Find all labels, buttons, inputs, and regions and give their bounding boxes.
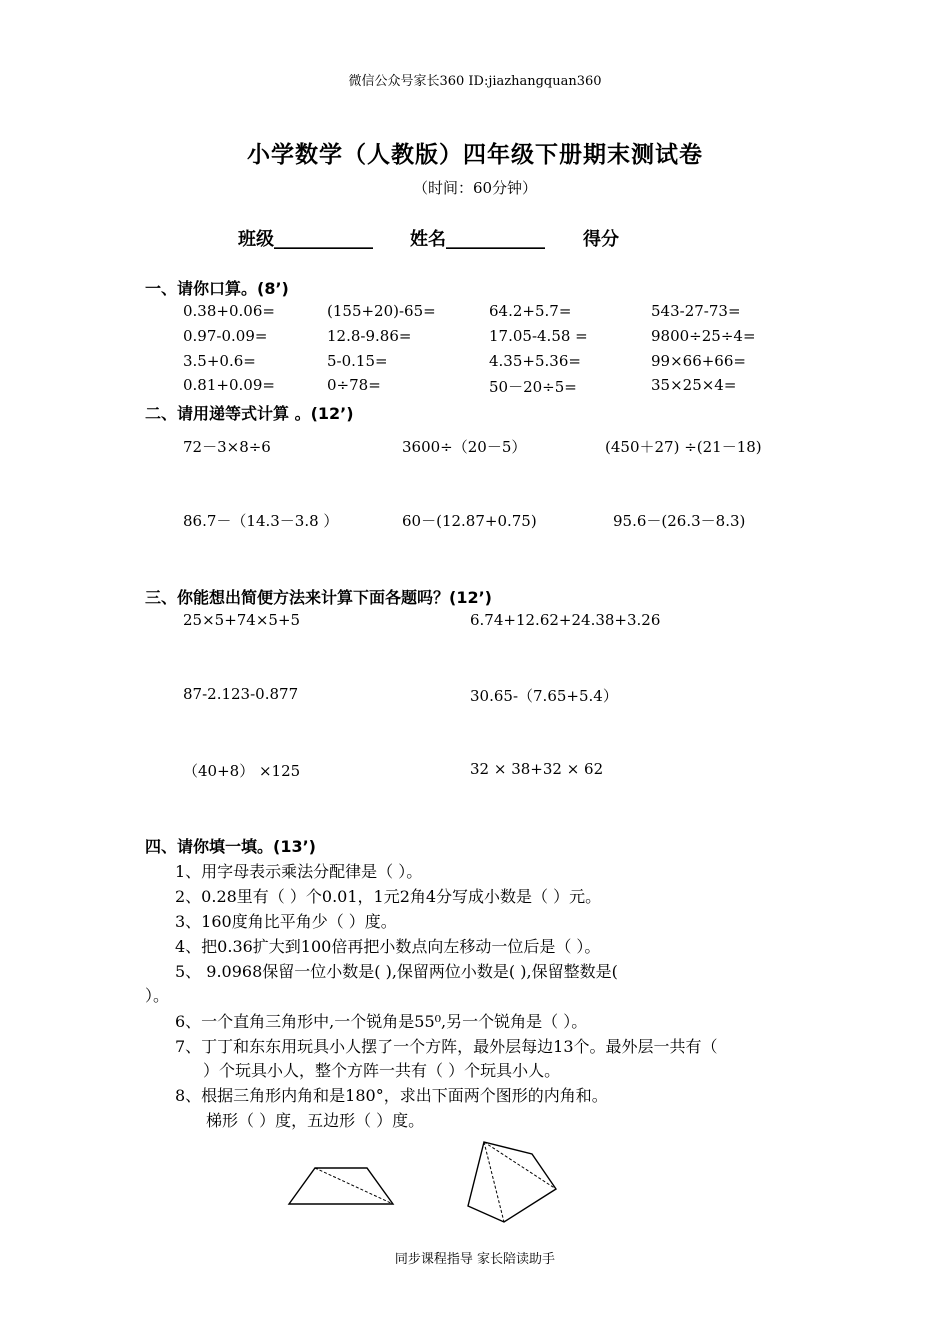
calc-problem: 72－3×8÷6	[183, 438, 271, 456]
pentagon-icon	[462, 1134, 562, 1226]
fill-question: 7、丁丁和东东用玩具小人摆了一个方阵，最外层每边13个。最外层一共有（	[175, 1037, 718, 1056]
page-title: 小学数学（人教版）四年级下册期末测试卷	[247, 142, 703, 168]
calc-problem: (450＋27) ÷(21－18)	[605, 438, 762, 456]
oral-item: 35×25×4=	[651, 376, 737, 394]
oral-item: 5-0.15=	[327, 352, 388, 370]
fill-question-cont: 梯形（ ）度，五边形（ ）度。	[206, 1111, 425, 1130]
section2-heading: 二、请用递等式计算 。(12’)	[145, 404, 354, 423]
simplify-problem: 87-2.123-0.877	[183, 685, 299, 703]
fill-question: 5、 9.0968保留一位小数是( ),保留两位小数是( ),保留整数是(	[175, 962, 618, 981]
calc-problem: 86.7－（14.3－3.8 ）	[183, 512, 339, 530]
footer-note: 同步课程指导 家长陪读助手	[394, 1252, 556, 1267]
fill-question: 6、一个直角三角形中,一个锐角是55⁰,另一个锐角是（ ）。	[175, 1012, 588, 1031]
trapezoid-icon	[285, 1162, 397, 1208]
simplify-problem: （40+8） ×125	[183, 762, 301, 780]
section1-heading: 一、请你口算。(8’)	[145, 279, 289, 298]
class-field: 班级___________	[238, 229, 373, 250]
score-field: 得分	[583, 229, 619, 250]
calc-problem: 95.6－(26.3－8.3)	[613, 512, 746, 530]
fill-question-cont: ）个玩具小人，整个方阵一共有（ ）个玩具小人。	[203, 1061, 561, 1080]
oral-item: 0÷78=	[327, 376, 381, 394]
name-field: 姓名___________	[410, 229, 545, 250]
oral-item: 3.5+0.6=	[183, 352, 256, 370]
calc-problem: 3600÷（20－5）	[402, 438, 527, 456]
oral-item: 17.05-4.58 =	[489, 327, 588, 345]
fill-question: 2、0.28里有（ ）个0.01，1元2角4分写成小数是（ ）元。	[175, 887, 602, 906]
simplify-problem: 25×5+74×5+5	[183, 611, 301, 629]
fill-question: 1、用字母表示乘法分配律是（ ）。	[175, 862, 423, 881]
oral-item: 99×66+66=	[651, 352, 746, 370]
header-note: 微信公众号家长360 ID:jiazhangquan360	[348, 74, 602, 89]
simplify-problem: 30.65-（7.65+5.4）	[470, 687, 618, 705]
fill-question: 3、160度角比平角少（ ）度。	[175, 912, 397, 931]
simplify-problem: 32 × 38+32 × 62	[470, 760, 604, 778]
oral-item: 0.97-0.09=	[183, 327, 268, 345]
time-limit: （时间：60分钟）	[412, 179, 538, 197]
oral-item: 50－20÷5=	[489, 378, 577, 396]
simplify-problem: 6.74+12.62+24.38+3.26	[470, 611, 661, 629]
oral-item: 0.38+0.06=	[183, 302, 275, 320]
oral-item: 9800÷25÷4=	[651, 327, 756, 345]
oral-item: (155+20)-65=	[327, 302, 436, 320]
section3-heading: 三、你能想出简便方法来计算下面各题吗？(12’)	[145, 588, 492, 607]
oral-item: 4.35+5.36=	[489, 352, 581, 370]
oral-item: 12.8-9.86=	[327, 327, 412, 345]
fill-question: 8、根据三角形内角和是180°，求出下面两个图形的内角和。	[175, 1086, 608, 1105]
oral-item: 64.2+5.7=	[489, 302, 572, 320]
fill-question-cont: ）。	[145, 986, 170, 1005]
calc-problem: 60－(12.87+0.75)	[402, 512, 537, 530]
oral-item: 543-27-73=	[651, 302, 741, 320]
section4-heading: 四、请你填一填。(13’)	[145, 837, 316, 856]
oral-item: 0.81+0.09=	[183, 376, 275, 394]
fill-question: 4、把0.36扩大到100倍再把小数点向左移动一位后是（ ）。	[175, 937, 601, 956]
